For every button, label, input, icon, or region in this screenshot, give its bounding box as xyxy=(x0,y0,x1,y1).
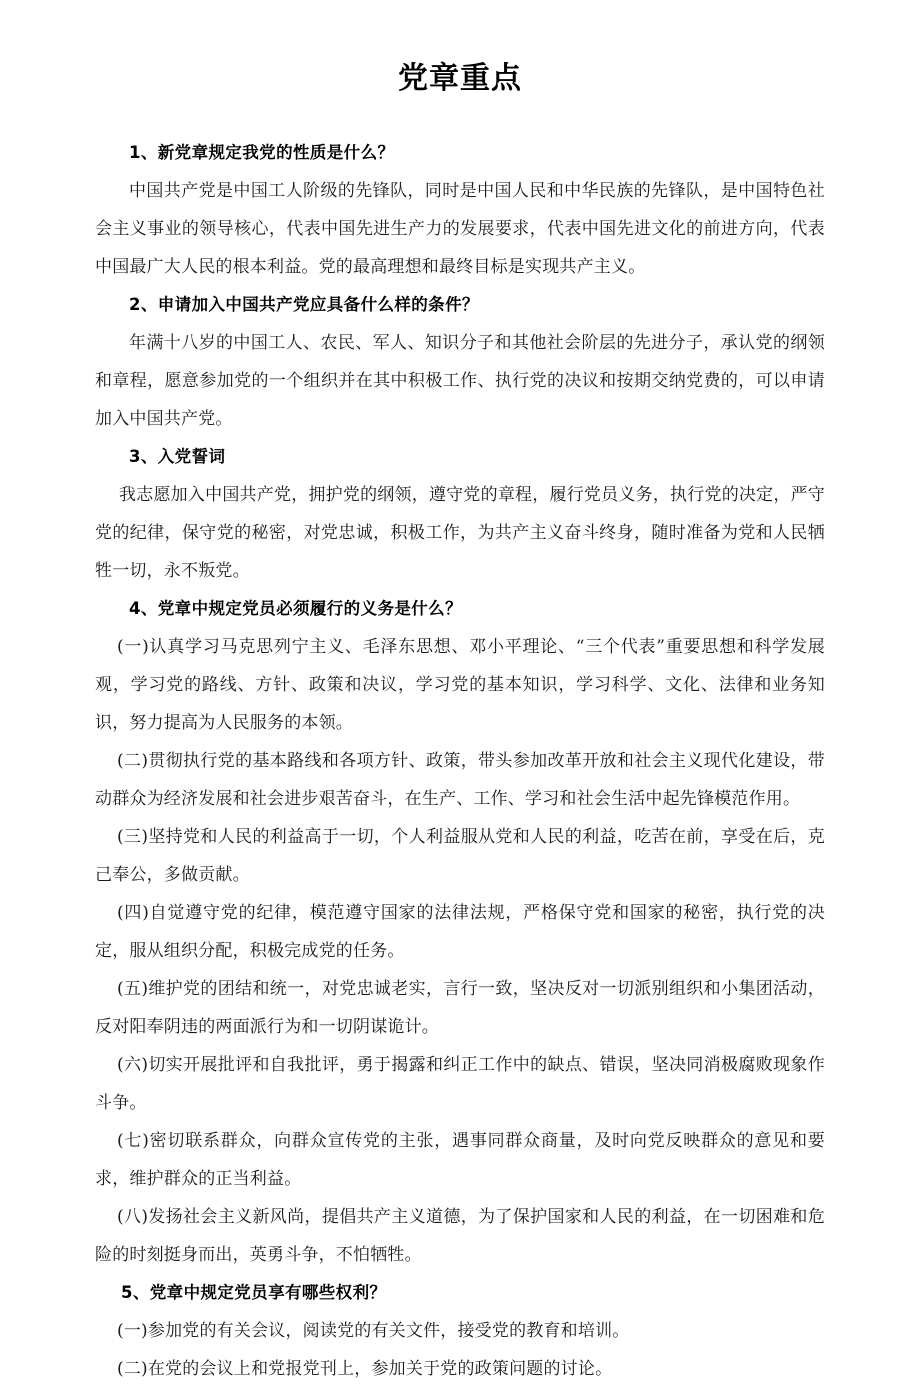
question-heading-4: 4、党章中规定党员必须履行的义务是什么？ xyxy=(129,599,462,618)
duty-item-7: (七)密切联系群众，向群众宣传党的主张，遇事同群众商量，及时向党反映群众的意见和要求，维护群众的正当利益。 xyxy=(95,1131,825,1189)
page-title: 党章重点 xyxy=(398,61,522,96)
document-body xyxy=(95,100,825,1388)
duty-item-4: (四)自觉遵守党的纪律，模范遵守国家的法律法规，严格保守党和国家的秘密，执行党的决定，服从组织分配，积极完成党的任务。 xyxy=(95,903,825,961)
question-heading-5: 5、党章中规定党员享有哪些权利？ xyxy=(121,1283,387,1302)
question-heading-2: 2、申请加入中国共产党应具备什么样的条件？ xyxy=(129,295,479,314)
right-item-1: (一)参加党的有关会议，阅读党的有关文件，接受党的教育和培训。 xyxy=(117,1321,630,1341)
answer-paragraph-2: 年满十八岁的中国工人、农民、军人、知识分子和其他社会阶层的先进分子，承认党的纲领和章程，愿意参加党的一个组织并在其中积极工作、执行党的决议和按期交纳党费的，可以申请加入中国共产党。 xyxy=(95,333,825,429)
question-heading-1: 1、新党章规定我党的性质是什么？ xyxy=(129,143,395,162)
duty-item-6: (六)切实开展批评和自我批评，勇于揭露和纠正工作中的缺点、错误，坚决同消极腐败现象作斗争。 xyxy=(95,1055,825,1113)
question-heading-3: 3、入党誓词 xyxy=(129,447,226,466)
right-item-2: (二)在党的会议上和党报党刊上，参加关于党的政策问题的讨论。 xyxy=(117,1359,613,1379)
duty-item-5: (五)维护党的团结和统一，对党忠诚老实，言行一致，坚决反对一切派别组织和小集团活动，反对阳奉阴违的两面派行为和一切阴谋诡计。 xyxy=(95,979,825,1037)
duty-item-1: (一)认真学习马克思列宁主义、毛泽东思想、邓小平理论、“三个代表”重要思想和科学发展观，学习党的路线、方针、政策和决议，学习党的基本知识，学习科学、文化、法律和业务知识，努力提高为人民服务的本领。 xyxy=(95,637,825,733)
duty-item-2: (二)贯彻执行党的基本路线和各项方针、政策，带头参加改革开放和社会主义现代化建设，带动群众为经济发展和社会进步艰苦奋斗，在生产、工作、学习和社会生活中起先锋模范作用。 xyxy=(95,751,825,809)
answer-paragraph-1: 中国共产党是中国工人阶级的先锋队，同时是中国人民和中华民族的先锋队，是中国特色社会主义事业的领导核心，代表中国先进生产力的发展要求，代表中国先进文化的前进方向，代表中国最广大人民的根本利益。党的最高理想和最终目标是实现共产主义。 xyxy=(95,181,825,277)
duty-item-3: (三)坚持党和人民的利益高于一切，个人利益服从党和人民的利益，吃苦在前，享受在后，克己奉公，多做贡献。 xyxy=(95,827,825,885)
oath-paragraph: 我志愿加入中国共产党，拥护党的纲领，遵守党的章程，履行党员义务，执行党的决定，严守党的纪律，保守党的秘密，对党忠诚，积极工作，为共产主义奋斗终身，随时准备为党和人民牺牲一切，永不叛党。 xyxy=(95,485,825,581)
duty-item-8: (八)发扬社会主义新风尚，提倡共产主义道德，为了保护国家和人民的利益，在一切困难和危险的时刻挺身而出，英勇斗争，不怕牺牲。 xyxy=(95,1207,825,1265)
